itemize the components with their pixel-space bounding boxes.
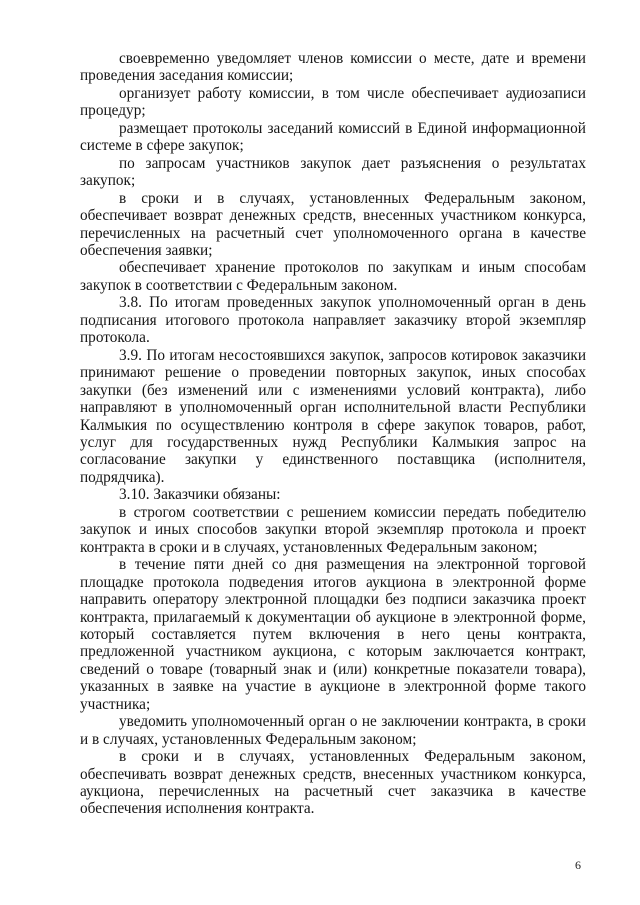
paragraph-publish-protocols: размещает протоколы заседаний комиссий в Единой информационной системе в сфере закупок;: [80, 119, 586, 155]
paragraph-store-protocols: обеспечивает хранение протоколов по закупкам и иным способам закупок в соответствии с Федеральным законом.: [80, 259, 586, 294]
paragraph-refund-contract-security: в сроки и в случаях, установленных Федеральным законом, обеспечивать возврат денежных средств, внесенных участником конкурса, аукциона, перечисленных на расчетный счет заказчика в качестве обеспечения исполнения контракта.: [80, 748, 586, 818]
paragraph-transfer-protocol: в строгом соответствии с решением комиссии передать победителю закупок и иных способов закупки второй экземпляр протокола и проект контракта в сроки и в случаях, установленных Федеральным законом;: [80, 503, 586, 556]
document-body: [80, 50, 586, 818]
paragraph-organize-work: организует работу комиссии, в том числе обеспечивает аудиозаписи процедур;: [80, 84, 586, 120]
paragraph-send-draft-contract: в течение пяти дней со дня размещения на электронной торговой площадке протокола подведения итогов аукциона в электронной форме направить оператору электронной площадки без подписи заказчика проект контракта, прилагаемый к документации об аукционе в электронной форме, который составляется путем включения в него цены контракта, предложенной участником аукциона, с которым заключается контракт, сведений о товаре (товарный знак и (или) конкретные показатели товара), указанных в заявке на участие в аукционе в электронной форме такого участника;: [80, 556, 586, 713]
page-number: 6: [575, 858, 581, 872]
paragraph-clause-3-8: 3.8. По итогам проведенных закупок уполномоченный орган в день подписания итогового протокола направляет заказчику второй экземпляр протокола.: [80, 294, 586, 347]
paragraph-clause-3-10: 3.10. Заказчики обязаны:: [119, 486, 281, 504]
paragraph-notify-members: своевременно уведомляет членов комиссии о месте, дате и времени проведения заседания комиссии;: [80, 50, 586, 85]
paragraph-refund-application-security: в сроки и в случаях, установленных Федеральным законом, обеспечивает возврат денежных средств, внесенных участником конкурса, перечисленных на расчетный счет уполномоченного органа в качестве обеспечения заявки;: [80, 189, 586, 259]
paragraph-explanations: по запросам участников закупок дает разъяснения о результатах закупок;: [80, 154, 586, 190]
paragraph-clause-3-9: 3.9. По итогам несостоявшихся закупок, запросов котировок заказчики принимают решение о проведении повторных закупок, иных способах закупки (без изменений или с изменениями условий контракта), либо направляют в уполномоченный орган исполнительной власти Республики Калмыкия по осуществлению контроля в сфере закупок товаров, работ, услуг для государственных нужд Республики Калмыкия запрос на согласование закупки у единственного поставщика (исполнителя, подрядчика).: [80, 346, 586, 486]
paragraph-notify-no-contract: уведомить уполномоченный орган о не заключении контракта, в сроки и в случаях, установленных Федеральным законом;: [80, 713, 586, 748]
